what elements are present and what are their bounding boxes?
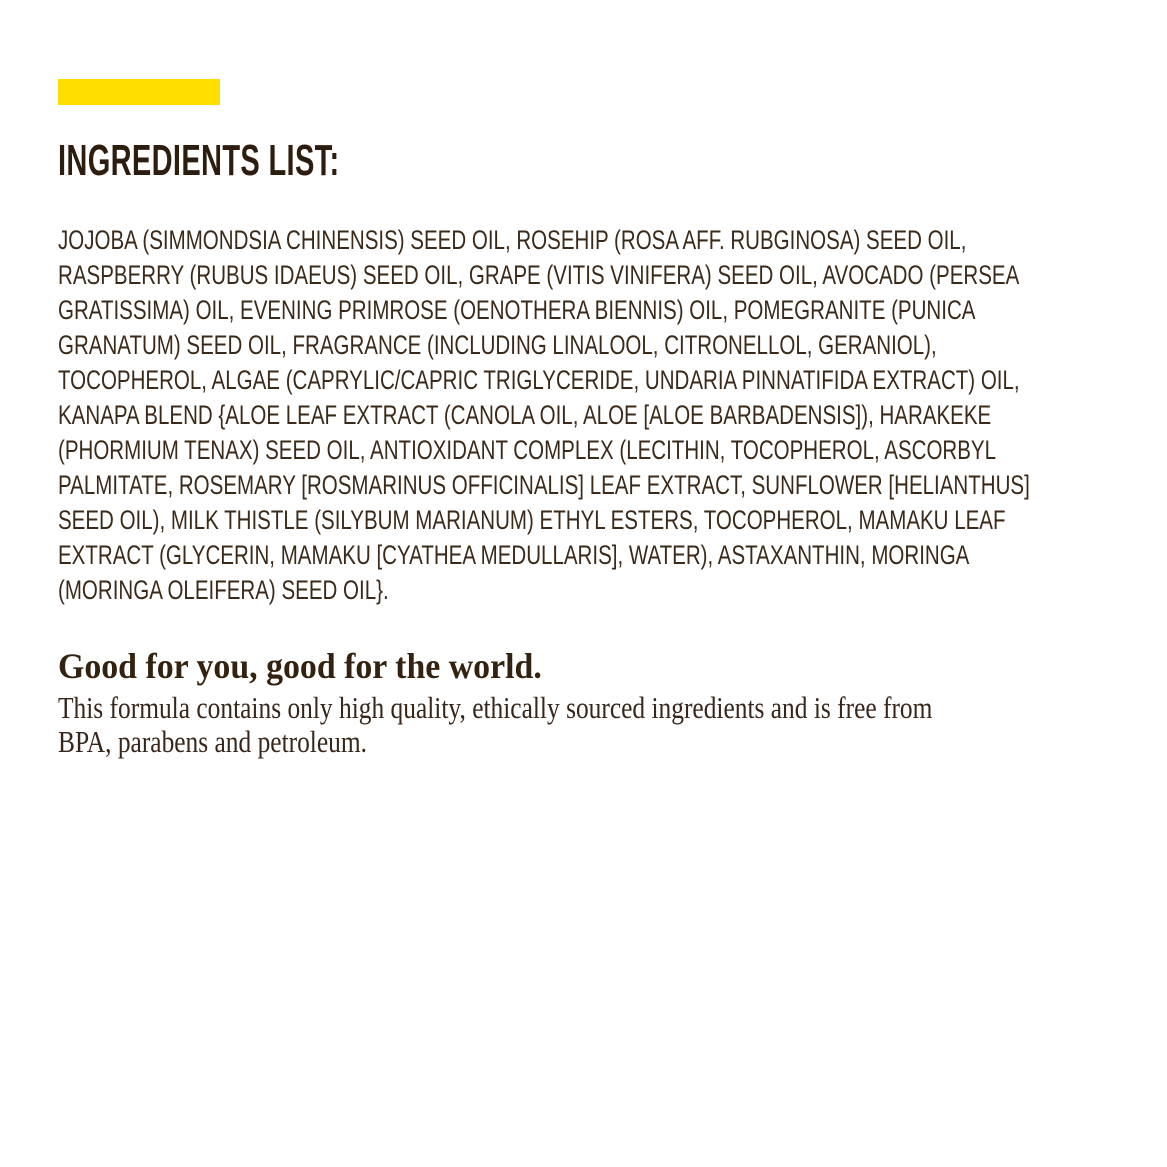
text-line: PALMITATE, ROSEMARY [ROSMARINUS OFFICINALIS] LEAF EXTRACT, SUNFLOWER [HELIANTHUS]: [58, 470, 1030, 500]
text-line: TOCOPHEROL, ALGAE (CAPRYLIC/CAPRIC TRIGLYCERIDE, UNDARIA PINNATIFIDA EXTRACT) OIL,: [58, 365, 1020, 395]
yellow-accent-bar: [58, 79, 220, 105]
tagline-heading: Good for you, good for the world.: [58, 646, 542, 686]
text-line: KANAPA BLEND {ALOE LEAF EXTRACT (CANOLA OIL, ALOE [ALOE BARBADENSIS]), HARAKEKE: [58, 400, 992, 430]
ingredients-list-heading: INGREDIENTS LIST:: [58, 136, 340, 185]
text-line: EXTRACT (GLYCERIN, MAMAKU [CYATHEA MEDULLARIS], WATER), ASTAXANTHIN, MORINGA: [58, 540, 970, 570]
text-line: RASPBERRY (RUBUS IDAEUS) SEED OIL, GRAPE (VITIS VINIFERA) SEED OIL, AVOCADO (PERSEA: [58, 260, 1020, 290]
text-line: GRATISSIMA) OIL, EVENING PRIMROSE (OENOTHERA BIENNIS) OIL, POMEGRANITE (PUNICA: [58, 295, 976, 325]
text-line: JOJOBA (SIMMONDSIA CHINENSIS) SEED OIL, ROSEHIP (ROSA AFF. RUBGINOSA) SEED OIL,: [58, 225, 967, 255]
text-line: BPA, parabens and petroleum.: [58, 724, 367, 759]
tagline-body-text: [58, 691, 932, 759]
text-line: This formula contains only high quality, ethically sourced ingredients and is free from: [58, 690, 933, 725]
ingredients-list-text: [58, 223, 1030, 608]
text-line: (MORINGA OLEIFERA) SEED OIL}.: [58, 575, 389, 605]
text-line: (PHORMIUM TENAX) SEED OIL, ANTIOXIDANT COMPLEX (LECITHIN, TOCOPHEROL, ASCORBYL: [58, 435, 997, 465]
text-line: SEED OIL), MILK THISTLE (SILYBUM MARIANUM) ETHYL ESTERS, TOCOPHEROL, MAMAKU LEAF: [58, 505, 1006, 535]
text-line: GRANATUM) SEED OIL, FRAGRANCE (INCLUDING LINALOOL, CITRONELLOL, GERANIOL),: [58, 330, 937, 360]
